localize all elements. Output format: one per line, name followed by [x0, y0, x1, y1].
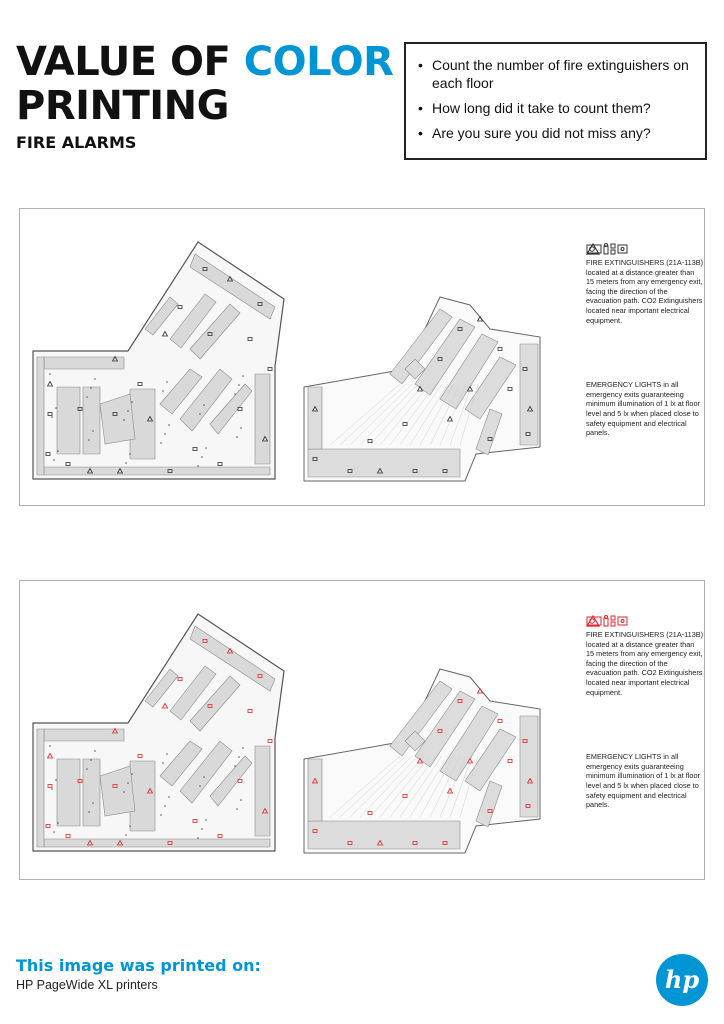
- emergency-light-legend: [586, 365, 704, 377]
- fixture-dot: [160, 442, 162, 444]
- emergency-light-triangle-icon: [586, 243, 600, 255]
- fixture-dot: [168, 424, 170, 426]
- legend: [586, 243, 704, 438]
- questions-list: [418, 56, 695, 142]
- fixture-dot: [238, 756, 240, 758]
- fixture-dot: [197, 837, 199, 839]
- room-block: [130, 389, 155, 459]
- room-block: [37, 729, 44, 847]
- fixture-dot: [92, 430, 94, 432]
- floorplan-left: [33, 614, 284, 851]
- room-block: [308, 449, 460, 477]
- question-item: • Are you sure you did not miss any?: [418, 124, 695, 142]
- fixture-dot: [240, 427, 242, 429]
- fixture-dot: [236, 808, 238, 810]
- page-subtitle: FIRE ALARMS: [16, 133, 137, 152]
- room-block: [308, 821, 460, 849]
- extinguisher-legend-text: FIRE EXTINGUISHERS (21A-113B) located at a distance greater than 15 meters from any emergency exit, facing the direction of the evacuation path. CO2 Extinguishers located near important electrical equipment.: [586, 258, 704, 325]
- room-block: [255, 746, 270, 836]
- emergency-light-triangle-icon: [586, 615, 600, 627]
- floorplan-right: [304, 297, 540, 481]
- fixture-dot: [160, 814, 162, 816]
- room-block: [44, 467, 270, 475]
- fixture-dot: [53, 831, 55, 833]
- fixture-dot: [125, 834, 127, 836]
- hp-logo-text: hp: [664, 965, 700, 994]
- fixture-dot: [94, 750, 96, 752]
- fixture-dot: [164, 805, 166, 807]
- fixture-dot: [240, 799, 242, 801]
- title-line-2: PRINTING: [16, 83, 229, 129]
- fixture-dot: [197, 465, 199, 467]
- fixture-dot: [203, 404, 205, 406]
- question-item: • How long did it take to count them?: [418, 99, 695, 117]
- fixture-dot: [199, 785, 201, 787]
- fixture-dot: [168, 796, 170, 798]
- floorplan-right: [304, 669, 540, 853]
- room-block: [44, 357, 124, 369]
- extinguisher-legend-icons: [586, 615, 704, 627]
- room-block: [255, 374, 270, 464]
- fixture-dot: [162, 390, 164, 392]
- room-block: [520, 344, 538, 445]
- fixture-dot: [49, 373, 51, 375]
- fixture-dot: [205, 819, 207, 821]
- floorplan-panel-monochrome: [19, 208, 705, 506]
- printers-name: HP PageWide XL printers: [16, 978, 158, 992]
- room-block: [308, 759, 322, 821]
- room-block: [308, 387, 322, 449]
- fixture-dot: [125, 462, 127, 464]
- fixture-dot: [131, 773, 133, 775]
- fixture-dot: [164, 433, 166, 435]
- fixture-dot: [234, 765, 236, 767]
- room-block: [520, 716, 538, 817]
- fixture-dot: [201, 828, 203, 830]
- extinguisher-legend-text: FIRE EXTINGUISHERS (21A-113B) located at a distance greater than 15 meters from any emergency exit, facing the direction of the evacuation path. CO2 Extinguishers located near important electrical equipment.: [586, 630, 704, 697]
- fixture-dot: [88, 811, 90, 813]
- printed-on-heading: This image was printed on:: [16, 956, 261, 975]
- question-item: • Count the number of fire extinguishers on each floor: [418, 56, 695, 92]
- fixture-dot: [49, 745, 51, 747]
- fixture-dot: [166, 753, 168, 755]
- fixture-dot: [55, 779, 57, 781]
- fixture-dot: [129, 825, 131, 827]
- floorplan-left: [33, 242, 284, 479]
- fixture-dot: [205, 447, 207, 449]
- floorplan-panel-color: [19, 580, 705, 880]
- fixture-dot: [129, 453, 131, 455]
- legend: [586, 615, 704, 810]
- fixture-dot: [127, 410, 129, 412]
- fixture-dot: [242, 747, 244, 749]
- room-block: [57, 759, 80, 826]
- emergency-light-legend-text: EMERGENCY LIGHTS in all emergency exits guaranteeing minimum illumination of 1 lx at floor level and 5 lx when placed close to safety equipment and electrical panels.: [586, 380, 700, 438]
- fixture-dot: [55, 407, 57, 409]
- fixture-dot: [203, 776, 205, 778]
- room-block: [44, 729, 124, 741]
- room-block: [57, 387, 80, 454]
- extinguisher-legend-icons: [586, 243, 704, 255]
- room-block: [44, 839, 270, 847]
- fixture-dot: [127, 782, 129, 784]
- fixture-dot: [162, 762, 164, 764]
- fixture-dot: [236, 436, 238, 438]
- fixture-dot: [131, 401, 133, 403]
- emergency-light-legend: [586, 737, 704, 749]
- room-block: [130, 761, 155, 831]
- fixture-dot: [90, 387, 92, 389]
- emergency-light-legend-text: EMERGENCY LIGHTS in all emergency exits guaranteeing minimum illumination of 1 lx at floor level and 5 lx when placed close to safety equipment and electrical panels.: [586, 752, 700, 810]
- fixture-dot: [90, 759, 92, 761]
- fixture-dot: [238, 384, 240, 386]
- fixture-dot: [51, 788, 53, 790]
- hp-logo-icon: [655, 953, 709, 1007]
- fixture-dot: [123, 419, 125, 421]
- fixture-dot: [201, 456, 203, 458]
- fixture-dot: [51, 416, 53, 418]
- title-accent-word: COLOR: [243, 39, 394, 85]
- fixture-dot: [242, 375, 244, 377]
- fixture-dot: [53, 459, 55, 461]
- page-title: [16, 40, 393, 128]
- questions-box: [404, 42, 707, 160]
- room-block: [83, 387, 100, 454]
- fixture-dot: [86, 768, 88, 770]
- fixture-dot: [57, 822, 59, 824]
- fixture-dot: [199, 413, 201, 415]
- title-prefix: VALUE OF: [16, 39, 244, 85]
- fixture-dot: [94, 378, 96, 380]
- fixture-dot: [57, 450, 59, 452]
- fixture-dot: [92, 802, 94, 804]
- room-block: [83, 759, 100, 826]
- fixture-dot: [86, 396, 88, 398]
- fixture-dot: [88, 439, 90, 441]
- fixture-dot: [234, 393, 236, 395]
- fixture-dot: [166, 381, 168, 383]
- room-block: [37, 357, 44, 475]
- fixture-dot: [123, 791, 125, 793]
